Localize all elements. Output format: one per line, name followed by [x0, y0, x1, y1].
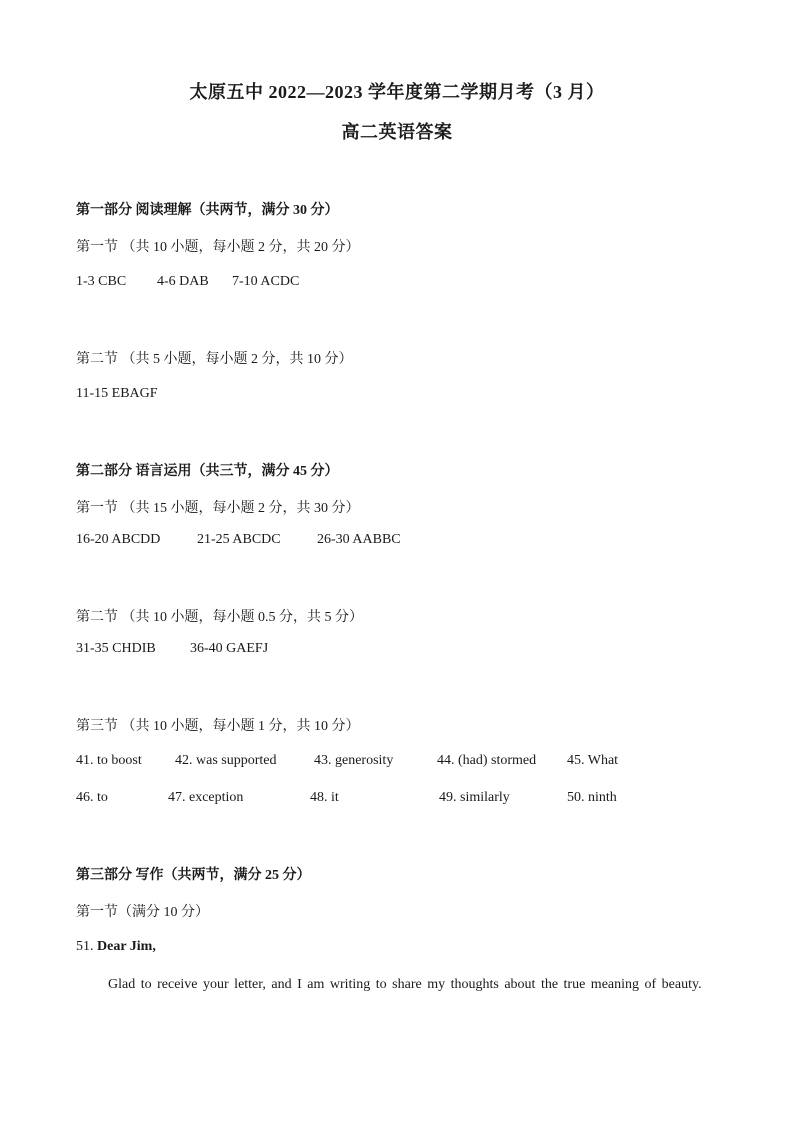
- fill-answer: 41. to boost: [76, 753, 142, 768]
- question-number: 51.: [76, 939, 94, 954]
- answer-group: 16-20 ABCDD: [76, 532, 161, 547]
- answer-group: 11-15 EBAGF: [76, 386, 158, 401]
- fill-answer: 47. exception: [168, 790, 244, 805]
- letter-paragraph: Glad to receive your letter, and I am writing to share my thoughts about the true meaning of beauty.: [108, 977, 702, 992]
- part2-section2-heading: 第二节 （共 10 小题，每小题 0.5 分，共 5 分）: [76, 610, 363, 625]
- part2-section3-heading: 第三节 （共 10 小题，每小题 1 分，共 10 分）: [76, 719, 360, 734]
- fill-answer: 43. generosity: [314, 753, 394, 768]
- fill-answer: 46. to: [76, 790, 108, 805]
- answer-group: 1-3 CBC: [76, 274, 127, 289]
- answer-group: 26-30 AABBC: [317, 532, 401, 547]
- letter-greeting: [76, 939, 156, 955]
- part2-heading: 第二部分 语言运用（共三节，满分 45 分）: [76, 464, 339, 479]
- part3-heading: 第三部分 写作（共两节，满分 25 分）: [76, 868, 311, 883]
- answer-group: 21-25 ABCDC: [197, 532, 281, 547]
- fill-answer: 49. similarly: [439, 790, 510, 805]
- part1-heading: 第一部分 阅读理解（共两节，满分 30 分）: [76, 203, 339, 218]
- answer-group: 4-6 DAB: [157, 274, 209, 289]
- fill-answer: 48. it: [310, 790, 339, 805]
- fill-answer: 50. ninth: [567, 790, 617, 805]
- answer-group: 31-35 CHDIB: [76, 641, 156, 656]
- part3-section1-heading: 第一节（满分 10 分）: [76, 905, 209, 920]
- part2-section1-heading: 第一节 （共 15 小题，每小题 2 分，共 30 分）: [76, 501, 360, 516]
- part1-section1-heading: 第一节 （共 10 小题，每小题 2 分，共 20 分）: [76, 240, 360, 255]
- fill-answer: 44. (had) stormed: [437, 753, 537, 768]
- fill-answer: 45. What: [567, 753, 619, 768]
- part1-section2-heading: 第二节 （共 5 小题，每小题 2 分，共 10 分）: [76, 352, 353, 367]
- answer-group: 36-40 GAEFJ: [190, 641, 269, 656]
- document-title: 太原五中 2022—2023 学年度第二学期月考（3 月）: [189, 82, 605, 102]
- answer-group: 7-10 ACDC: [232, 274, 300, 289]
- fill-answer: 42. was supported: [175, 753, 277, 768]
- document-subtitle: 高二英语答案: [341, 122, 453, 142]
- greeting-text: Dear Jim,: [97, 939, 156, 954]
